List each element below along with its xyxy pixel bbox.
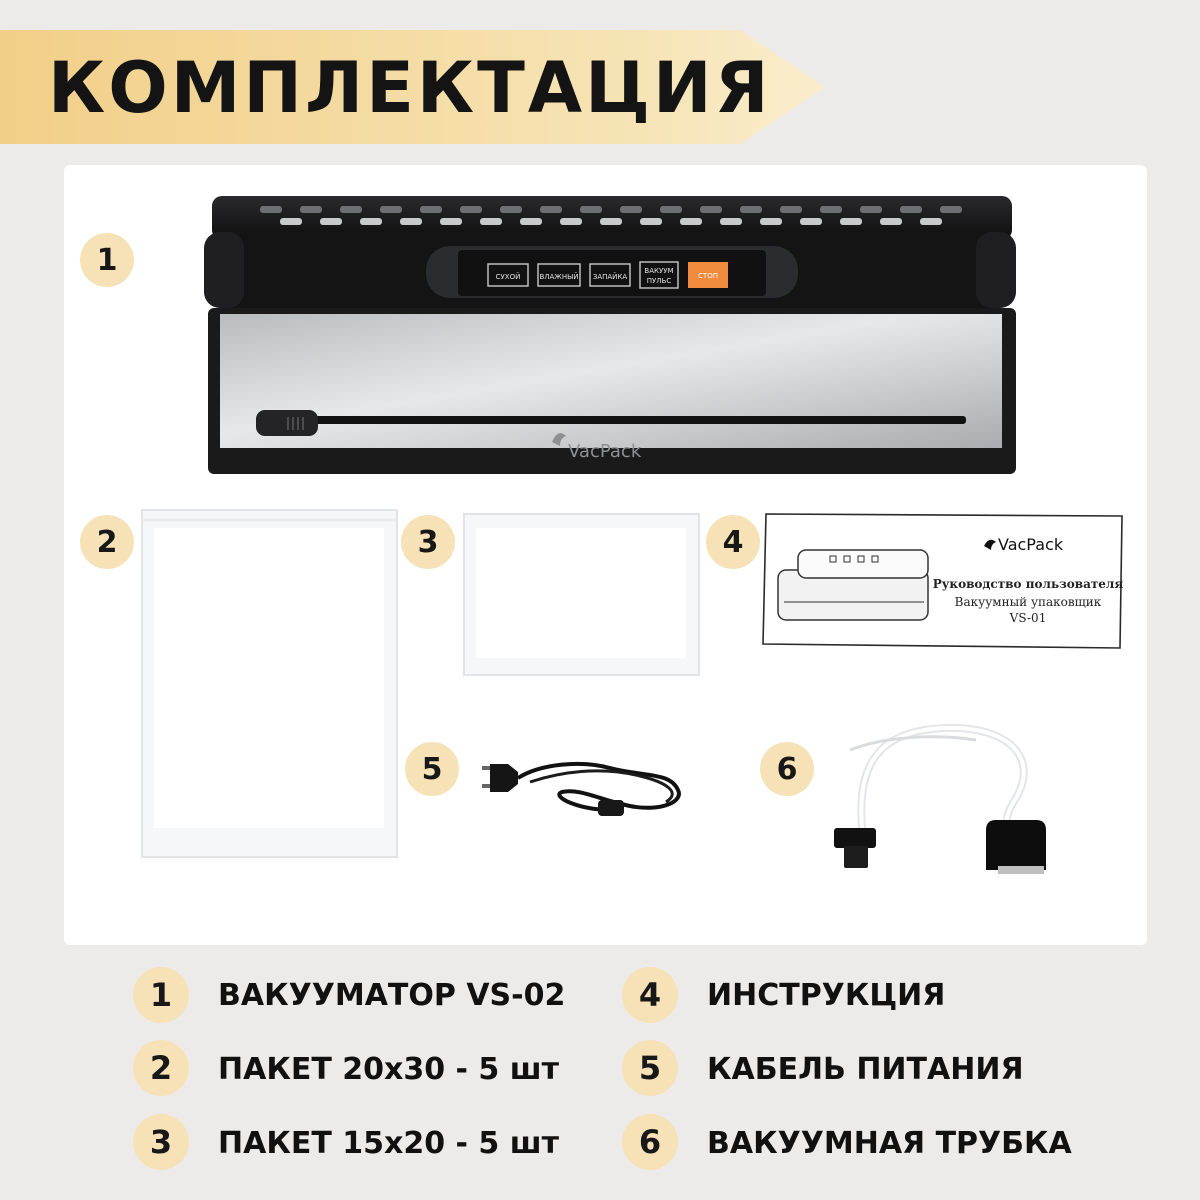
bag-20x30-image <box>140 508 400 860</box>
legend-item-bag-large: ПАКЕТ 20x30 - 5 шт <box>218 1052 560 1087</box>
button-wet-label: ВЛАЖНЫЙ <box>539 273 579 281</box>
item-number-badge: 3 <box>401 515 455 569</box>
vacuum-sealer-image <box>200 190 1020 480</box>
manual-model: VS-01 <box>1009 611 1047 625</box>
button-vacuum-label: ВАКУУМ <box>644 267 674 275</box>
legend-number-badge: 1 <box>133 967 189 1023</box>
bag-15x20-image <box>462 512 702 678</box>
legend-number-badge: 2 <box>133 1040 189 1096</box>
legend-number-badge: 3 <box>133 1114 189 1170</box>
item-number-badge: 2 <box>80 515 134 569</box>
button-dry-label: СУХОЙ <box>495 273 521 281</box>
manual-title: Руководство пользователя <box>932 577 1124 591</box>
device-brand-logo: VacPack <box>568 441 642 462</box>
manual-subtitle: Вакуумный упаковщик <box>954 595 1102 609</box>
legend-number-badge: 5 <box>622 1040 678 1096</box>
button-seal-label: ЗАПАЙКА <box>592 273 628 281</box>
item-number-badge: 5 <box>405 742 459 796</box>
instruction-manual-image <box>760 510 1126 654</box>
legend-item-bag-small: ПАКЕТ 15x20 - 5 шт <box>218 1126 560 1161</box>
vacuum-tube-image <box>826 716 1066 886</box>
power-cable-image <box>470 742 690 824</box>
legend-item-sealer: ВАКУУМАТОР VS-02 <box>218 978 566 1013</box>
page-title: КОМПЛЕКТАЦИЯ <box>48 47 772 129</box>
item-number-badge: 6 <box>760 742 814 796</box>
legend-item-tube: ВАКУУМНАЯ ТРУБКА <box>707 1126 1072 1161</box>
button-pulse-label: ПУЛЬС <box>646 277 672 285</box>
legend-item-manual: ИНСТРУКЦИЯ <box>707 978 946 1013</box>
legend-number-badge: 4 <box>622 967 678 1023</box>
manual-brand-logo: VacPack <box>998 535 1064 554</box>
item-number-badge: 1 <box>80 233 134 287</box>
legend-number-badge: 6 <box>622 1114 678 1170</box>
title-banner <box>0 30 830 145</box>
legend-item-cable: КАБЕЛЬ ПИТАНИЯ <box>707 1052 1024 1087</box>
button-stop-label: СТОП <box>698 272 718 280</box>
item-number-badge: 4 <box>706 515 760 569</box>
